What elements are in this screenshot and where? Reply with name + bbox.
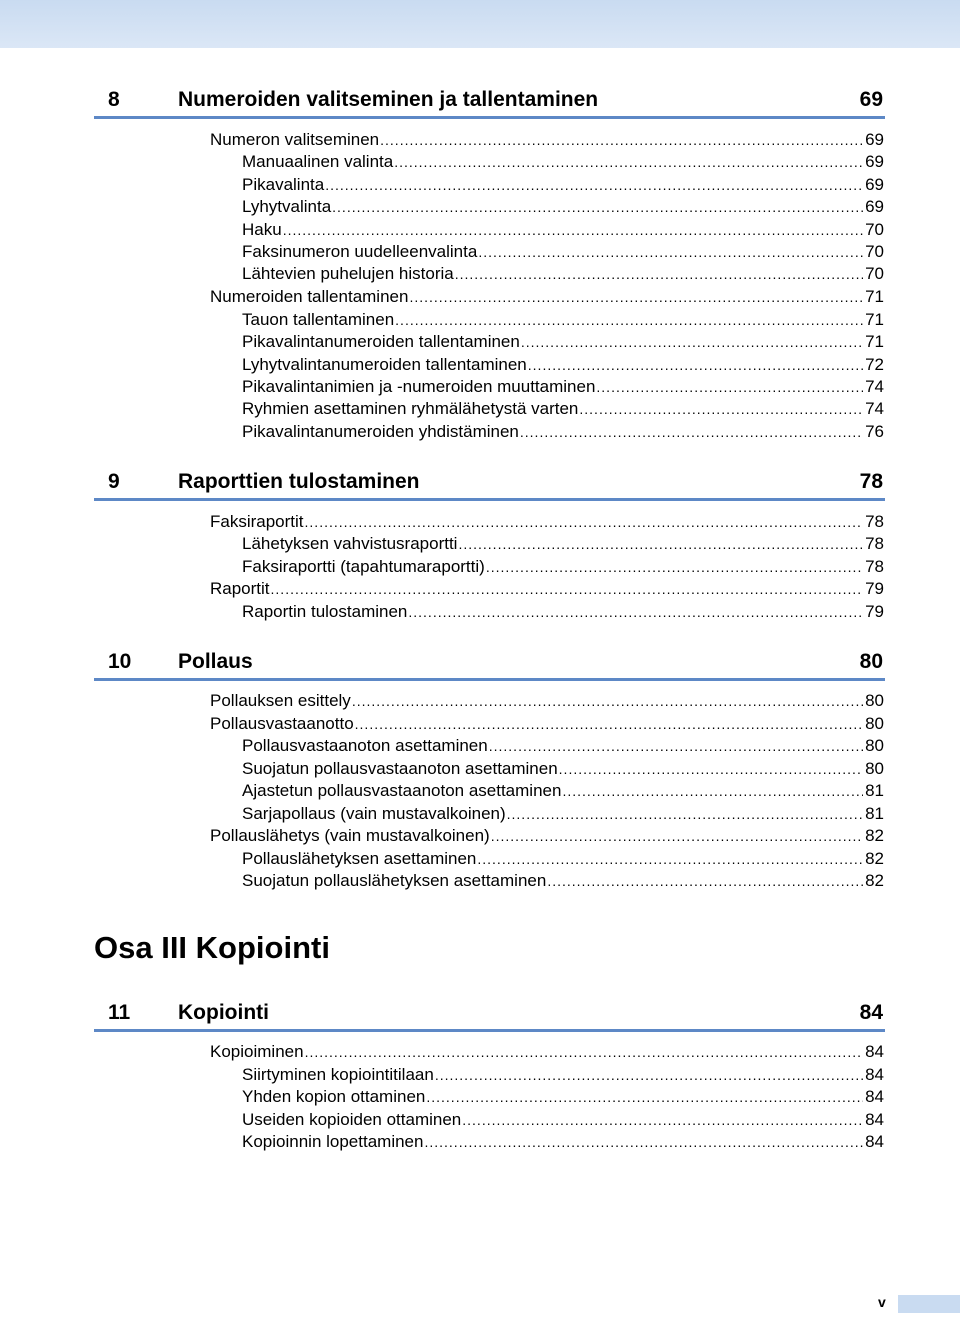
- footer-band: [898, 1295, 960, 1313]
- toc-entry-page: 79: [865, 579, 884, 598]
- toc-entry-page: 80: [865, 691, 884, 710]
- toc-entry-text: Pikavalintanumeroiden tallentaminen: [242, 332, 520, 351]
- header-band: [0, 0, 960, 48]
- toc-entry-page: 80: [865, 759, 884, 778]
- toc-entry-text: Tauon tallentaminen: [242, 310, 395, 329]
- chapter-number: 11: [108, 1001, 131, 1024]
- toc-entry-text: Pollauslähetyksen asettaminen: [242, 849, 477, 868]
- toc-entry-text: Numeroiden tallentaminen: [210, 287, 409, 306]
- dot-leader: [305, 511, 864, 533]
- toc-entry-text: Ajastetun pollausvastaanoton asettaminen: [242, 781, 562, 800]
- toc-entry-text: Haku: [242, 220, 282, 239]
- toc-entry[interactable]: [242, 601, 884, 623]
- dot-leader: [283, 219, 863, 241]
- dot-leader: [562, 780, 863, 802]
- toc-entry-page: 70: [865, 242, 884, 261]
- dot-leader: [455, 263, 863, 285]
- chapter-title: Pollaus: [178, 650, 253, 673]
- toc-entry-page: 82: [865, 826, 884, 845]
- dot-leader: [559, 758, 863, 780]
- toc-entry[interactable]: [210, 1041, 884, 1063]
- dot-leader: [521, 331, 863, 353]
- toc-entry-page: 84: [865, 1132, 884, 1151]
- toc-entry-text: Raportin tulostaminen: [242, 602, 408, 621]
- dot-leader: [435, 1064, 863, 1086]
- toc-entry[interactable]: [210, 825, 884, 847]
- dot-leader: [426, 1086, 863, 1108]
- toc-entry[interactable]: [210, 690, 884, 712]
- toc-entry[interactable]: [242, 219, 884, 241]
- chapter-page: 78: [859, 470, 883, 493]
- toc-entry[interactable]: [210, 129, 884, 151]
- toc-entry-text: Suojatun pollausvastaanoton asettaminen: [242, 759, 558, 778]
- toc-entry-text: Sarjapollaus (vain mustavalkoinen): [242, 804, 506, 823]
- toc-entry-page: 79: [865, 602, 884, 621]
- dot-leader: [271, 578, 864, 600]
- dot-leader: [520, 421, 863, 443]
- toc-entry-text: Pollausvastaanotto: [210, 714, 354, 733]
- toc-entry[interactable]: [242, 758, 884, 780]
- toc-entry-page: 84: [865, 1087, 884, 1106]
- toc-entry-page: 70: [865, 264, 884, 283]
- toc-entry[interactable]: [242, 1109, 884, 1131]
- toc-entry[interactable]: [242, 848, 884, 870]
- toc-entry-text: Kopioiminen: [210, 1042, 304, 1061]
- toc-entry-text: Faksiraportti (tapahtumaraportti): [242, 557, 485, 576]
- toc-entry-page: 69: [865, 197, 884, 216]
- toc-entry-text: Numeron valitseminen: [210, 130, 380, 149]
- toc-entry[interactable]: [242, 533, 884, 555]
- toc-entry[interactable]: [242, 309, 884, 331]
- dot-leader: [458, 533, 863, 555]
- dot-leader: [486, 556, 863, 578]
- toc-entry-text: Ryhmien asettaminen ryhmälähetystä varten: [242, 399, 579, 418]
- toc-entry[interactable]: [242, 354, 884, 376]
- toc-entry-text: Suojatun pollauslähetyksen asettaminen: [242, 871, 547, 890]
- toc-entry-page: 69: [865, 175, 884, 194]
- toc-entry-text: Yhden kopion ottaminen: [242, 1087, 426, 1106]
- toc-entry-page: 71: [865, 332, 884, 351]
- toc-entry-text: Pollauslähetys (vain mustavalkoinen): [210, 826, 490, 845]
- toc-entry[interactable]: [210, 286, 884, 308]
- part-title: Osa III Kopiointi: [94, 930, 330, 965]
- toc-entry-page: 84: [865, 1065, 884, 1084]
- toc-entry[interactable]: [242, 241, 884, 263]
- toc-entry[interactable]: [242, 1086, 884, 1108]
- toc-entry-text: Raportit: [210, 579, 270, 598]
- toc-entry-page: 70: [865, 220, 884, 239]
- dot-leader: [477, 848, 863, 870]
- toc-entry-page: 80: [865, 714, 884, 733]
- chapter-page: 80: [859, 650, 883, 673]
- chapter-heading[interactable]: [94, 88, 885, 119]
- toc-entry-page: 69: [865, 152, 884, 171]
- chapter-title: Raporttien tulostaminen: [178, 470, 420, 493]
- toc-entry[interactable]: [242, 331, 884, 353]
- toc-entry-text: Kopioinnin lopettaminen: [242, 1132, 424, 1151]
- toc-entry-page: 82: [865, 849, 884, 868]
- dot-leader: [462, 1109, 863, 1131]
- toc-entry-page: 81: [865, 804, 884, 823]
- toc-entry[interactable]: [242, 196, 884, 218]
- toc-entry-text: Manuaalinen valinta: [242, 152, 394, 171]
- chapter-heading[interactable]: [94, 650, 885, 681]
- toc-entry-page: 81: [865, 781, 884, 800]
- dot-leader: [596, 376, 863, 398]
- chapter-title: Numeroiden valitseminen ja tallentaminen: [178, 88, 599, 111]
- toc-entry-page: 71: [865, 287, 884, 306]
- chapter-heading[interactable]: [94, 470, 885, 501]
- toc-entry[interactable]: [242, 151, 884, 173]
- toc-entry-page: 76: [865, 422, 884, 441]
- dot-leader: [380, 129, 863, 151]
- toc-entry[interactable]: [242, 1064, 884, 1086]
- dot-leader: [395, 309, 863, 331]
- toc-entry-text: Siirtyminen kopiointitilaan: [242, 1065, 434, 1084]
- dot-leader: [325, 174, 863, 196]
- toc-entry-page: 71: [865, 310, 884, 329]
- dot-leader: [332, 196, 863, 218]
- dot-leader: [424, 1131, 863, 1153]
- chapter-page: 84: [859, 1001, 883, 1024]
- toc-entry[interactable]: [210, 511, 884, 533]
- dot-leader: [355, 713, 863, 735]
- toc-entry-page: 80: [865, 736, 884, 755]
- toc-entry[interactable]: [242, 556, 884, 578]
- toc-entry[interactable]: [210, 578, 884, 600]
- toc-entry[interactable]: [242, 421, 884, 443]
- toc-entry-page: 69: [865, 130, 884, 149]
- dot-leader: [528, 354, 863, 376]
- toc-entry-page: 74: [865, 399, 884, 418]
- chapter-heading[interactable]: [94, 1001, 885, 1032]
- toc-entry-text: Lyhytvalinta: [242, 197, 332, 216]
- toc-entry[interactable]: [242, 376, 884, 398]
- toc-entry[interactable]: [210, 713, 884, 735]
- toc-entry-text: Pikavalintanimien ja -numeroiden muuttaminen: [242, 377, 596, 396]
- toc-entry-page: 72: [865, 355, 884, 374]
- toc-entry[interactable]: [242, 780, 884, 802]
- toc-entry[interactable]: [242, 735, 884, 757]
- toc-entry-page: 74: [865, 377, 884, 396]
- toc-entry[interactable]: [242, 174, 884, 196]
- dot-leader: [352, 690, 863, 712]
- toc-entry-text: Pollausvastaanoton asettaminen: [242, 736, 488, 755]
- toc-entry-text: Pikavalintanumeroiden yhdistäminen: [242, 422, 519, 441]
- chapter-title: Kopiointi: [178, 1001, 269, 1024]
- toc-entry[interactable]: [242, 803, 884, 825]
- toc-entry-text: Lähtevien puhelujen historia: [242, 264, 454, 283]
- chapter-number: 10: [108, 650, 132, 673]
- dot-leader: [489, 735, 863, 757]
- dot-leader: [547, 870, 863, 892]
- dot-leader: [491, 825, 863, 847]
- toc-entry[interactable]: [242, 263, 884, 285]
- toc-entry-text: Faksinumeron uudelleenvalinta: [242, 242, 478, 261]
- dot-leader: [507, 803, 863, 825]
- dot-leader: [394, 151, 863, 173]
- dot-leader: [478, 241, 863, 263]
- chapter-page: 69: [859, 88, 883, 111]
- dot-leader: [409, 286, 863, 308]
- chapter-number: 9: [108, 470, 120, 493]
- toc-entry-text: Pikavalinta: [242, 175, 325, 194]
- dot-leader: [305, 1041, 864, 1063]
- toc-entry-text: Lähetyksen vahvistusraportti: [242, 534, 458, 553]
- toc-entry-page: 78: [865, 512, 884, 531]
- toc-entry[interactable]: [242, 398, 884, 420]
- chapter-number: 8: [108, 88, 120, 111]
- toc-entry-text: Lyhytvalintanumeroiden tallentaminen: [242, 355, 527, 374]
- toc-entry[interactable]: [242, 1131, 884, 1153]
- page-number: v: [878, 1294, 886, 1310]
- toc-entry-text: Useiden kopioiden ottaminen: [242, 1110, 462, 1129]
- toc-entry-page: 78: [865, 557, 884, 576]
- dot-leader: [408, 601, 863, 623]
- toc-entry-page: 82: [865, 871, 884, 890]
- toc-entry-page: 84: [865, 1042, 884, 1061]
- toc-entry-text: Faksiraportit: [210, 512, 304, 531]
- toc-entry-page: 84: [865, 1110, 884, 1129]
- toc-entry-text: Pollauksen esittely: [210, 691, 351, 710]
- toc-entry-page: 78: [865, 534, 884, 553]
- dot-leader: [579, 398, 863, 420]
- toc-entry[interactable]: [242, 870, 884, 892]
